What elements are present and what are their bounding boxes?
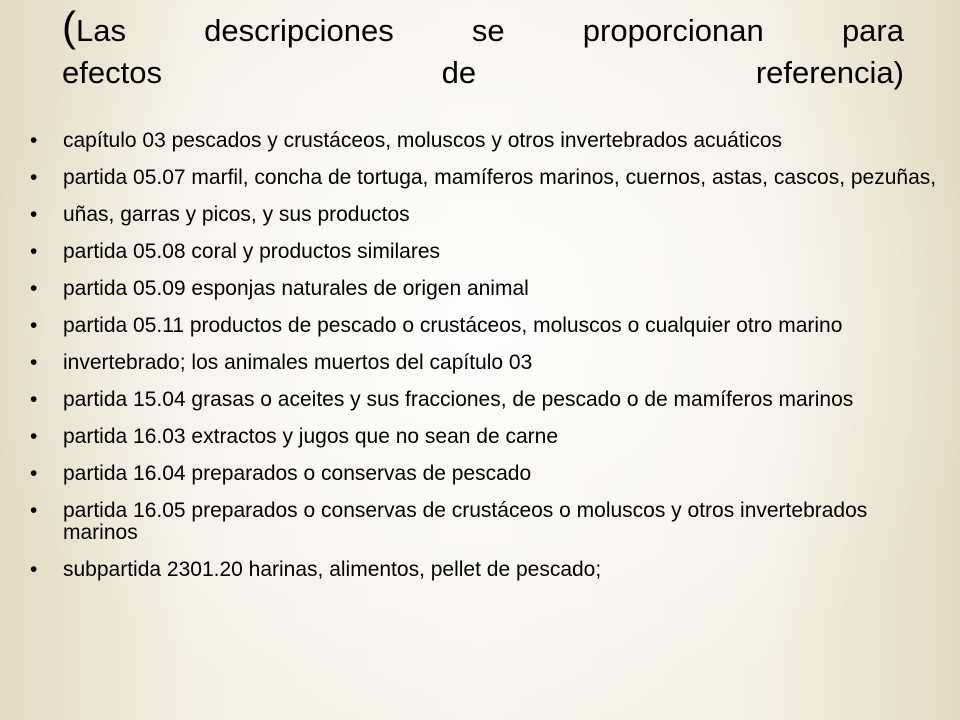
title-line-1: Las descripciones se proporcionan para [76,13,904,48]
bullet-item [30,559,940,581]
bullet-item [30,130,940,152]
bullet-text: partida 16.04 preparados o conservas de pescado [63,462,532,485]
title-line-2: efectos de referencia) [62,55,904,90]
bullet-item [30,241,940,263]
bullet-text: partida 05.09 esponjas naturales de origen animal [63,277,529,300]
bullet-icon: • [30,240,38,263]
bullet-icon: • [30,351,38,374]
bullet-icon: • [30,166,38,189]
bullet-text: partida 16.05 preparados o conservas de crustáceos o moluscos y otros invertebrados marinos [63,499,868,544]
bullet-item [30,278,940,300]
bullet-text: partida 16.03 extractos y jugos que no sean de carne [63,425,558,448]
bullet-text: invertebrado; los animales muertos del capítulo 03 [63,351,533,374]
bullet-icon: • [30,558,38,581]
bullet-text: partida 05.08 coral y productos similares [63,240,441,263]
bullet-icon: • [30,425,38,448]
bullet-icon: • [30,462,38,485]
bullet-text: subpartida 2301.20 harinas, alimentos, pellet de pescado; [63,558,602,581]
bullet-text: partida 15.04 grasas o aceites y sus fracciones, de pescado o de mamíferos marinos [63,388,854,411]
bullet-icon: • [30,129,38,152]
slide-title [62,3,904,94]
bullet-text: capítulo 03 pescados y crustáceos, moluscos y otros invertebrados acuáticos [63,129,783,152]
bullet-item [30,389,940,411]
bullet-icon: • [30,203,38,226]
bullet-item [30,315,940,337]
bullet-item [30,352,940,374]
bullet-text: partida 05.11 productos de pescado o crustáceos, moluscos o cualquier otro marino [63,314,843,337]
bullet-text: uñas, garras y picos, y sus productos [63,203,410,226]
bullet-text: partida 05.07 marfil, concha de tortuga, mamíferos marinos, cuernos, astas, cascos, pezuñas, [63,166,937,189]
bullet-icon: • [30,314,38,337]
bullet-icon: • [30,388,38,411]
bullet-icon: • [30,499,38,522]
bullet-item [30,167,940,189]
bullet-list [30,130,940,596]
bullet-icon: • [30,277,38,300]
bullet-item [30,426,940,448]
bullet-item [30,204,940,226]
bullet-item [30,500,940,544]
bullet-item [30,463,940,485]
title-open-paren: ( [62,3,76,50]
